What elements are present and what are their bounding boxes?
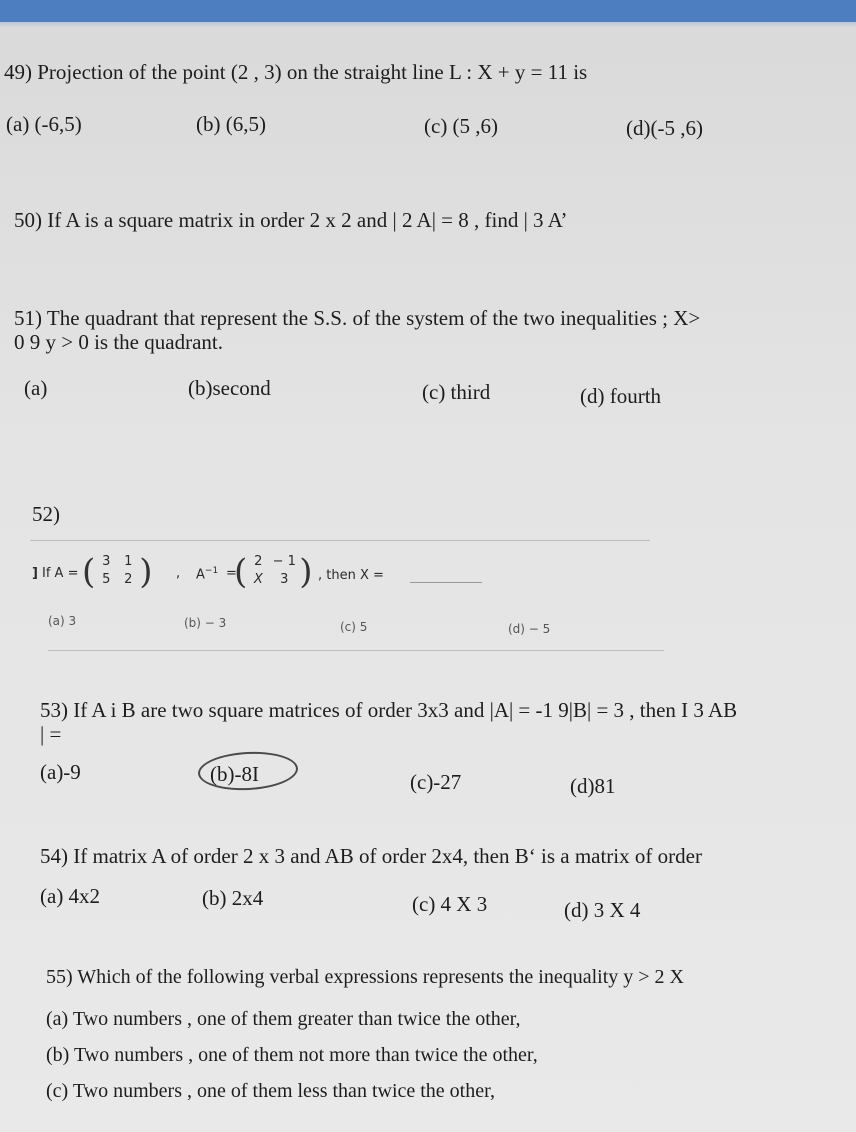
q52-option-a: (a) 3 <box>48 614 77 628</box>
q52-equals: = <box>226 566 237 581</box>
q55-option-a: (a) Two numbers , one of them greater than twice the other, <box>46 1008 521 1030</box>
answer-circle-mark <box>197 749 299 792</box>
matrix-inv-cell: 2 <box>254 554 263 569</box>
matrix-a-right-paren: ) <box>139 552 153 592</box>
matrix-inv-cell: 3 <box>280 572 289 587</box>
question-51-line-1: 51) The quadrant that represent the S.S. of the system of the two inequalities ; X> <box>14 306 701 330</box>
q54-option-c: (c) 4 X 3 <box>412 892 488 916</box>
matrix-a-cell: 5 <box>102 572 111 587</box>
question-51-line-2: 0 9 y > 0 is the quadrant. <box>14 330 223 354</box>
q52-then-x: , then X = <box>318 568 384 583</box>
q49-option-a: (a) (-6,5) <box>6 112 82 136</box>
question-55: 55) Which of the following verbal expressions represents the inequality y > 2 X <box>46 966 684 988</box>
q53-option-d: (d)81 <box>570 774 616 798</box>
top-bar <box>0 0 856 22</box>
matrix-a-left-paren: ( <box>82 552 96 592</box>
q52-answer-blank <box>410 582 482 583</box>
q52-matrix-a <box>82 552 153 592</box>
q54-option-b: (b) 2x4 <box>202 886 264 910</box>
matrix-a-cell: 1 <box>124 554 133 569</box>
q49-option-b: (b) (6,5) <box>196 112 266 136</box>
q55-option-b: (b) Two numbers , one of them not more than twice the other, <box>46 1044 538 1066</box>
q53-option-b: (b)-8I <box>210 762 259 786</box>
q52-bracket: ] <box>32 566 38 581</box>
q51-option-a: (a) <box>24 376 48 400</box>
question-53-line-1: 53) If A i B are two square matrices of order 3x3 and |A| = -1 9|B| = 3 , then I 3 AB <box>40 698 738 722</box>
question-49: 49) Projection of the point (2 , 3) on the straight line L : X + y = 11 is <box>4 60 588 84</box>
q49-option-d: (d)(-5 ,6) <box>626 116 703 140</box>
q52-a-inverse: $A^{-1}$ <box>196 566 219 583</box>
q52-option-c: (c) 5 <box>340 620 368 634</box>
q51-option-d: (d) fourth <box>580 384 662 408</box>
q53-option-a: (a)-9 <box>40 760 81 784</box>
question-52-number: 52) <box>32 502 60 526</box>
q52-top-divider <box>30 540 650 541</box>
matrix-a-cell: 3 <box>102 554 111 569</box>
question-50: 50) If A is a square matrix in order 2 x 2 and | 2 A| = 8 , find | 3 A’ <box>14 208 568 232</box>
matrix-a-cell: 2 <box>124 572 133 587</box>
q52-option-b: (b) − 3 <box>184 616 227 630</box>
q52-bottom-divider <box>48 650 664 651</box>
matrix-inv-left-paren: ( <box>234 552 248 592</box>
matrix-inv-right-paren: ) <box>299 552 313 592</box>
top-bar-shadow <box>0 22 856 28</box>
q51-option-b: (b)second <box>188 376 271 400</box>
question-53-line-2: | = <box>40 722 62 746</box>
q54-option-d: (d) 3 X 4 <box>564 898 641 922</box>
matrix-inv-cell: − 1 <box>272 554 296 569</box>
q52-comma: , <box>176 566 181 581</box>
q49-option-c: (c) (5 ,6) <box>424 114 499 138</box>
q54-option-a: (a) 4x2 <box>40 884 101 908</box>
q51-option-c: (c) third <box>422 380 491 404</box>
q52-matrix-a-inverse <box>234 552 313 592</box>
matrix-inv-cell: X <box>253 572 263 587</box>
q55-option-c: (c) Two numbers , one of them less than twice the other, <box>46 1080 495 1102</box>
q52-if-a: If A = <box>42 566 79 581</box>
q53-option-c: (c)-27 <box>410 770 462 794</box>
question-54: 54) If matrix A of order 2 x 3 and AB of order 2x4, then B‘ is a matrix of order <box>40 844 702 868</box>
q52-option-d: (d) − 5 <box>508 622 551 636</box>
